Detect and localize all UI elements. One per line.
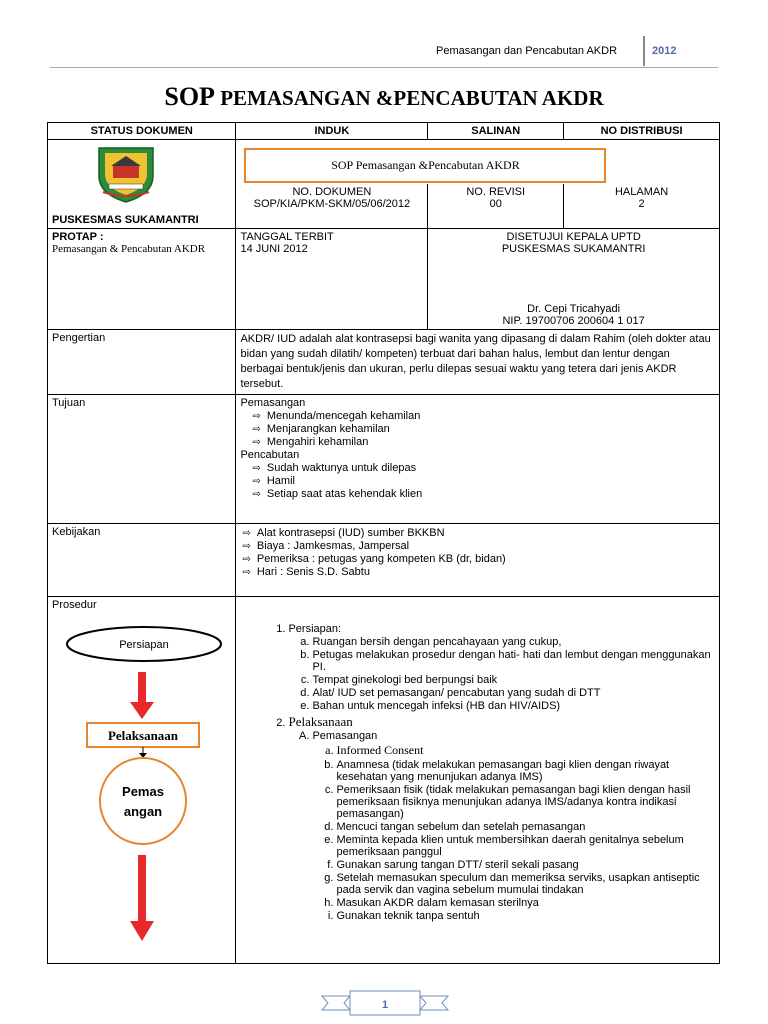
list-item: c. Pemeriksaan fisik (tidak melakukan pemasangan bagi klien dengan hasil pemeriksaan fisiknya menunjukan adanya IMS/adanya kontra indikasi pemasangan) <box>336 784 715 820</box>
doc-info-row <box>48 140 720 185</box>
list-item: ⇨ Menjarangkan kehamilan <box>252 423 715 435</box>
halaman-value: 2 <box>638 198 645 210</box>
header-rule <box>50 67 718 68</box>
signer-name: Dr. Cepi Tricahyadi <box>527 303 621 315</box>
prosedur-step-1 <box>288 623 715 712</box>
tujuan-pencabutan-list <box>240 462 715 500</box>
flow-persiapan-text: Persiapan <box>119 639 169 651</box>
approval-cell <box>428 229 720 330</box>
list-item: d. Mencuci tangan sebelum dan setelah pemasangan <box>336 821 715 833</box>
approval-line1: DISETUJUI KEPALA UPTD <box>506 231 641 243</box>
list-item: ⇨ Hari : Senis S.D. Sabtu <box>242 566 715 578</box>
list-item: d. Alat/ IUD set pemasangan/ pencabutan yang sudah di DTT <box>312 687 715 699</box>
tujuan-row <box>48 395 720 524</box>
no-dokumen-label: NO. DOKUMEN <box>292 186 372 198</box>
list-item: e. Bahan untuk mencegah infeksi (HB dan HIV/AIDS) <box>312 700 715 712</box>
flow-arrow-shaft-1 <box>138 672 146 704</box>
step1-list <box>288 636 715 712</box>
halaman-label: HALAMAN <box>614 186 669 198</box>
org-name: PUSKESMAS SUKAMANTRI <box>52 214 199 226</box>
step2-upper-list <box>288 730 715 922</box>
flow-arrow-head-2 <box>130 921 154 941</box>
title-sop: SOP <box>164 82 215 111</box>
approval-line2: PUSKESMAS SUKAMANTRI <box>501 243 646 255</box>
tanggal-value: 14 JUNI 2012 <box>240 243 308 255</box>
col-induk: INDUK <box>236 123 428 140</box>
prosedur-row <box>48 597 720 964</box>
step2-a <box>312 730 715 922</box>
list-item: f. Gunakan sarung tangan DTT/ steril sekali pasang <box>336 859 715 871</box>
pengertian-text: AKDR/ IUD adalah alat kontrasepsi bagi wanita yang dipasang di dalam Rahim (oleh dokter atau bidan yang sudah dilatih/ kompeten) terbuat dari bahan halus, lembut dan lentur dengan berbagai bentuk/jenis dan ukuran, perlu dilepas sesuai waktu yang tetera dari jenis AKDR tersebut. <box>236 330 720 395</box>
list-item: g. Setelah memasukan speculum dan memeriksa serviks, usapkan antiseptic pada servik dan vagina sebelum mumulai tindakan <box>336 872 715 896</box>
flowchart <box>52 615 234 965</box>
prosedur-cell <box>48 597 236 964</box>
list-item: ⇨ Alat kontrasepsi (IUD) sumber BKKBN <box>242 527 715 539</box>
tujuan-content <box>236 395 720 524</box>
prosedur-content <box>236 597 720 964</box>
header-divider <box>643 36 645 66</box>
sop-table <box>47 122 720 964</box>
org-cell <box>48 140 236 229</box>
no-revisi-cell <box>428 184 564 229</box>
protap-cell <box>48 229 236 330</box>
list-item: ⇨ Biaya : Jamkesmas, Jampersal <box>242 540 715 552</box>
protap-row <box>48 229 720 330</box>
list-item: ⇨ Sudah waktunya untuk dilepas <box>252 462 715 474</box>
list-item: ⇨ Menunda/mencegah kehamilan <box>252 410 715 422</box>
flow-pemasangan-line2: angan <box>123 804 163 819</box>
protap-value: Pemasangan & Pencabutan AKDR <box>52 243 206 255</box>
no-dokumen-value: SOP/KIA/PKM-SKM/05/06/2012 <box>253 198 411 210</box>
flow-pelaksanaan-text: Pelaksanaan <box>107 728 179 743</box>
flow-pemasangan-line1: Pemas <box>122 784 164 799</box>
list-item: ⇨ Pemeriksa : petugas yang kompeten KB (dr, bidan) <box>242 553 715 565</box>
col-status-dokumen: STATUS DOKUMEN <box>48 123 236 140</box>
page-number-ribbon <box>320 988 450 1018</box>
list-item: c. Tempat ginekologi bed berpungsi baik <box>312 674 715 686</box>
pengertian-label: Pengertian <box>48 330 236 395</box>
tanggal-label: TANGGAL TERBIT <box>240 231 334 243</box>
col-salinan: SALINAN <box>428 123 564 140</box>
tujuan-pemasangan-heading: Pemasangan <box>240 397 306 409</box>
pengertian-row <box>48 330 720 395</box>
sop-title-cell <box>236 140 720 185</box>
list-item: h. Masukan AKDR dalam kemasan sterilnya <box>336 897 715 909</box>
tanggal-cell <box>236 229 428 330</box>
step2-title: Pelaksanaan <box>288 714 353 729</box>
page-number: 1 <box>381 999 389 1011</box>
no-dokumen-cell <box>236 184 428 229</box>
no-revisi-label: NO. REVISI <box>466 186 526 198</box>
step2-a-title: Pemasangan <box>312 730 378 742</box>
flow-arrow-shaft-2 <box>138 855 146 927</box>
header-row <box>48 123 720 140</box>
list-item: a. Informed Consent <box>336 743 715 758</box>
flow-arrow-head-1 <box>130 702 154 719</box>
tujuan-pencabutan-heading: Pencabutan <box>240 449 300 461</box>
page-title <box>0 82 768 112</box>
list-item: e. Meminta kepada klien untuk membersihkan daerah genitalnya sebelum pemeriksaan panggul <box>336 834 715 858</box>
list-item: a. Ruangan bersih dengan pencahayaan yang cukup, <box>312 636 715 648</box>
list-item: i. Gunakan teknik tanpa sentuh <box>336 910 715 922</box>
no-revisi-value: 00 <box>489 198 502 210</box>
list-item: ⇨ Setiap saat atas kehendak klien <box>252 488 715 500</box>
kebijakan-content <box>236 524 720 597</box>
list-item: b. Anamnesa (tidak melakukan pemasangan bagi klien dengan riwayat kesehatan yang menunjukan adanya IMS) <box>336 759 715 783</box>
header-year: 2012 <box>652 45 677 57</box>
kebijakan-list <box>240 527 715 578</box>
col-no-distribusi: NO DISTRIBUSI <box>564 123 720 140</box>
prosedur-label: Prosedur <box>52 599 97 611</box>
prosedur-steps <box>240 623 715 922</box>
sop-title-box: SOP Pemasangan &Pencabutan AKDR <box>244 148 606 183</box>
signer-nip: NIP. 19700706 200604 1 017 <box>502 315 645 327</box>
tujuan-pemasangan-list <box>240 410 715 448</box>
protap-label: PROTAP : <box>52 231 104 243</box>
list-item: b. Petugas melakukan prosedur dengan hati- hati dan lembut dengan menggunakan PI. <box>312 649 715 673</box>
step2-list <box>312 743 715 922</box>
kebijakan-row <box>48 524 720 597</box>
running-header-title: Pemasangan dan Pencabutan AKDR <box>436 45 618 57</box>
title-rest: PEMASANGAN &PENCABUTAN AKDR <box>214 86 604 110</box>
halaman-cell <box>564 184 720 229</box>
prosedur-step-2 <box>288 714 715 922</box>
list-item: ⇨ Hamil <box>252 475 715 487</box>
kebijakan-label: Kebijakan <box>48 524 236 597</box>
pemasangan-circle <box>100 758 186 844</box>
puskesmas-logo-icon <box>95 146 157 204</box>
list-item: ⇨ Mengahiri kehamilan <box>252 436 715 448</box>
step1-title: Persiapan: <box>288 623 342 635</box>
tujuan-label: Tujuan <box>48 395 236 524</box>
